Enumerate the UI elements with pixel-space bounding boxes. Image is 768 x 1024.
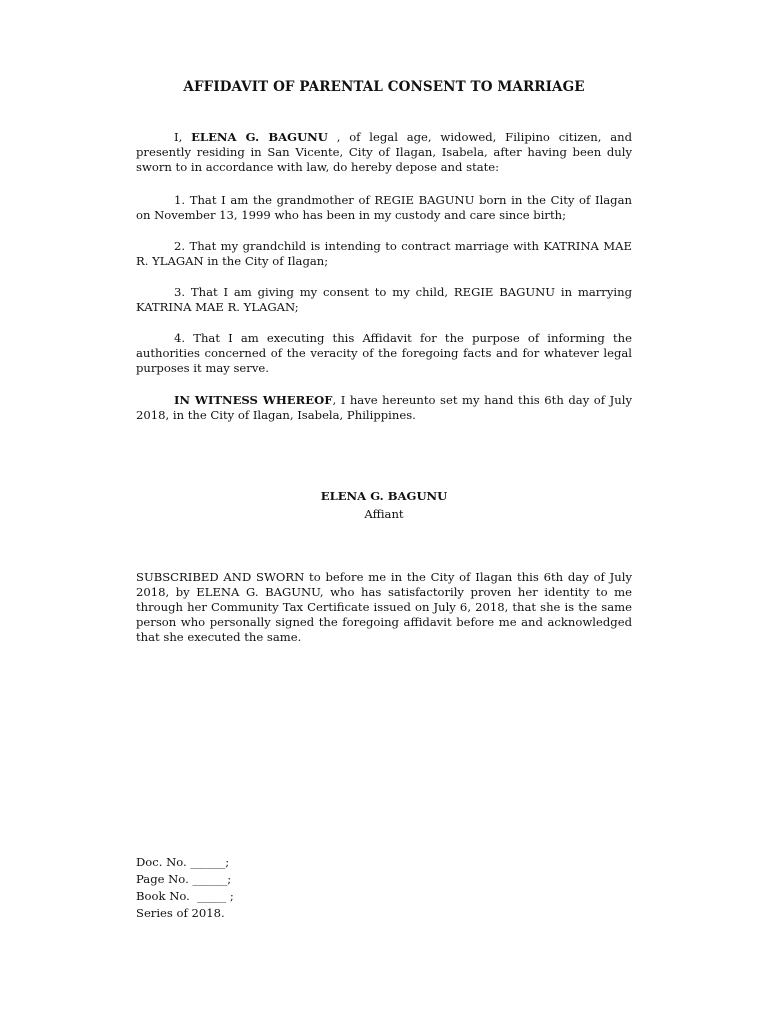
- item-4-text: 4. That I am executing this Affidavit for the purpose of informing the authorities concerned of the veracity of the foregoing facts and for whatever legal purposes it may serve.: [136, 331, 632, 375]
- jurat-text: SUBSCRIBED AND SWORN to before me in the City of Ilagan this 6th day of July 2018, by ELENA G. BAGUNU, who has satisfactorily proven her identity to me through her Community Tax Certificate issued on July 6, 2018, that she is the same person who personally signed the foregoing affidavit before me and acknowledged that she executed the same.: [136, 570, 632, 644]
- document-title: AFFIDAVIT OF PARENTAL CONSENT TO MARRIAGE: [183, 79, 585, 95]
- signature-name: ELENA G. BAGUNU: [320, 489, 448, 503]
- intro-rest: , of legal age, widowed, Filipino citizen, and presently residing in San Vicente, City of Ilagan, Isabela, after having been duly sworn to in accordance with law, do hereby depose and state:: [136, 130, 633, 174]
- witness-rest: , I have hereunto set my hand this 6th day of July 2018, in the City of Ilagan, Isabela, Philippines.: [136, 393, 633, 422]
- jurat-paragraph: [136, 570, 632, 645]
- item-4-paragraph: [136, 331, 632, 376]
- affiant-name-inline: ELENA G. BAGUNU: [191, 130, 328, 144]
- book-number-line: Book No. _____ ;: [136, 889, 234, 903]
- item-3-paragraph: [136, 285, 632, 315]
- item-1-text: 1. That I am the grandmother of REGIE BAGUNU born in the City of Ilagan on November 13, 1999 who has been in my custody and care since birth;: [136, 193, 632, 222]
- signature-role: Affiant: [364, 507, 404, 521]
- doc-number-line: Doc. No. ______;: [136, 855, 230, 869]
- item-2-paragraph: [136, 239, 632, 269]
- witness-paragraph: [136, 393, 632, 423]
- notary-details: [136, 854, 234, 922]
- witness-text: [136, 393, 632, 423]
- item-2-text: 2. That my grandchild is intending to contract marriage with KATRINA MAE R. YLAGAN in the City of Ilagan;: [136, 239, 632, 268]
- page-number-line: Page No. ______;: [136, 872, 232, 886]
- intro-paragraph: [136, 130, 632, 175]
- witness-lead: IN WITNESS WHEREOF: [174, 393, 333, 407]
- item-3-text: 3. That I am giving my consent to my child, REGIE BAGUNU in marrying KATRINA MAE R. YLAGAN;: [136, 285, 632, 314]
- series-line: Series of 2018.: [136, 906, 225, 920]
- intro-lead: I,: [174, 130, 192, 144]
- intro-text: [136, 130, 632, 175]
- signature-block: [0, 487, 768, 523]
- item-1-paragraph: [136, 193, 632, 223]
